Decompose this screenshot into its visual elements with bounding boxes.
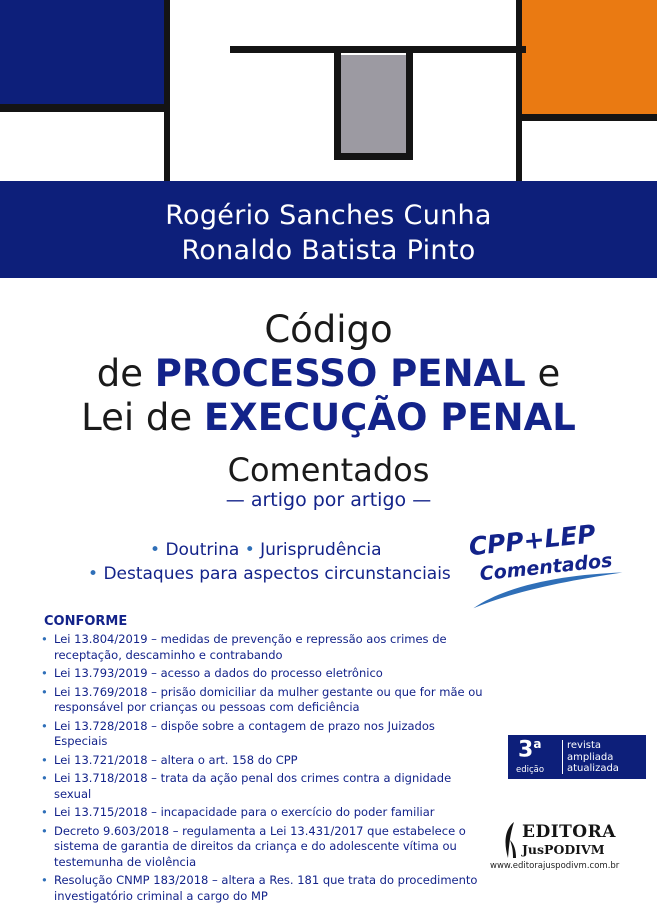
edition-label: edição <box>516 765 545 775</box>
grid-line <box>334 153 413 160</box>
list-item: • Lei 13.728/2018 – dispõe sobre a contagem de prazo nos Juizados Especiais <box>36 719 486 750</box>
features-line-2: • Destaques para aspectos circunstanciais <box>88 564 451 584</box>
grid-line <box>0 104 170 112</box>
bullet-icon: • <box>88 564 99 584</box>
grid-line <box>230 46 526 53</box>
grid-line <box>164 0 170 181</box>
list-item: • Lei 13.715/2018 – incapacidade para o exercício do poder familiar <box>36 805 486 821</box>
orange-block <box>522 0 657 114</box>
list-item: • Lei 13.721/2018 – altera o art. 158 do CPP <box>36 753 486 769</box>
grid-line <box>406 46 413 160</box>
conforme-list <box>36 632 486 906</box>
author-name: Ronaldo Batista Pinto <box>181 235 476 266</box>
gray-block <box>341 55 406 154</box>
publisher-logo-icon <box>500 820 520 860</box>
title-line-3: Lei de EXECUÇÃO PENAL <box>81 396 576 439</box>
list-item: • Lei 13.793/2019 – acesso a dados do processo eletrônico <box>36 666 486 682</box>
badge-subtitle: Comentados <box>478 549 614 586</box>
edition-box <box>508 735 646 779</box>
publisher-name: EDITORA <box>522 822 616 842</box>
bullet-icon: • <box>244 540 255 560</box>
grid-line <box>516 0 522 181</box>
conforme-heading: CONFORME <box>44 614 128 629</box>
bullet-icon: • <box>150 540 161 560</box>
badge-title: CPP+LEP <box>467 519 598 562</box>
publisher-url: www.editorajuspodivm.com.br <box>490 861 620 871</box>
subtitle: — artigo por artigo — <box>225 489 432 511</box>
title-line-4: Comentados <box>227 451 430 489</box>
grid-line <box>334 46 341 160</box>
cpp-lep-badge <box>461 511 639 613</box>
list-item: • Lei 13.718/2018 – trata da ação penal dos crimes contra a dignidade sexual <box>36 771 486 802</box>
list-item: • Decreto 9.603/2018 – regulamenta a Lei 13.431/2017 que estabelece o sistema de garantia de direitos da criança e do adolescente vítima ou testemunha de violência <box>36 824 486 871</box>
list-item: • Resolução CNMP 183/2018 – altera a Res. 181 que trata do procedimento investigatório criminal a cargo do MP <box>36 873 486 904</box>
title-execucao-penal: EXECUÇÃO PENAL <box>203 396 576 439</box>
grid-line <box>516 114 657 121</box>
title-line-1: Código <box>264 308 393 351</box>
edition-tags: revista ampliada atualizada <box>567 740 619 774</box>
features-line-1: • Doutrina • Jurisprudência <box>150 540 382 560</box>
blue-block <box>0 0 164 104</box>
publisher-brand: JusPODIVM <box>522 842 605 857</box>
title-processo-penal: PROCESSO PENAL <box>154 352 526 395</box>
edition-divider <box>562 740 563 774</box>
edition-number: 3$^a$ <box>518 737 542 763</box>
list-item: • Lei 13.769/2018 – prisão domiciliar da mulher gestante ou que for mãe ou responsável por crianças ou pessoas com deficiência <box>36 685 486 716</box>
list-item: • Lei 13.804/2019 – medidas de prevenção e repressão aos crimes de receptação, descaminho e contrabando <box>36 632 486 663</box>
author-name: Rogério Sanches Cunha <box>165 200 492 231</box>
title-line-2: de PROCESSO PENAL e <box>96 352 561 395</box>
